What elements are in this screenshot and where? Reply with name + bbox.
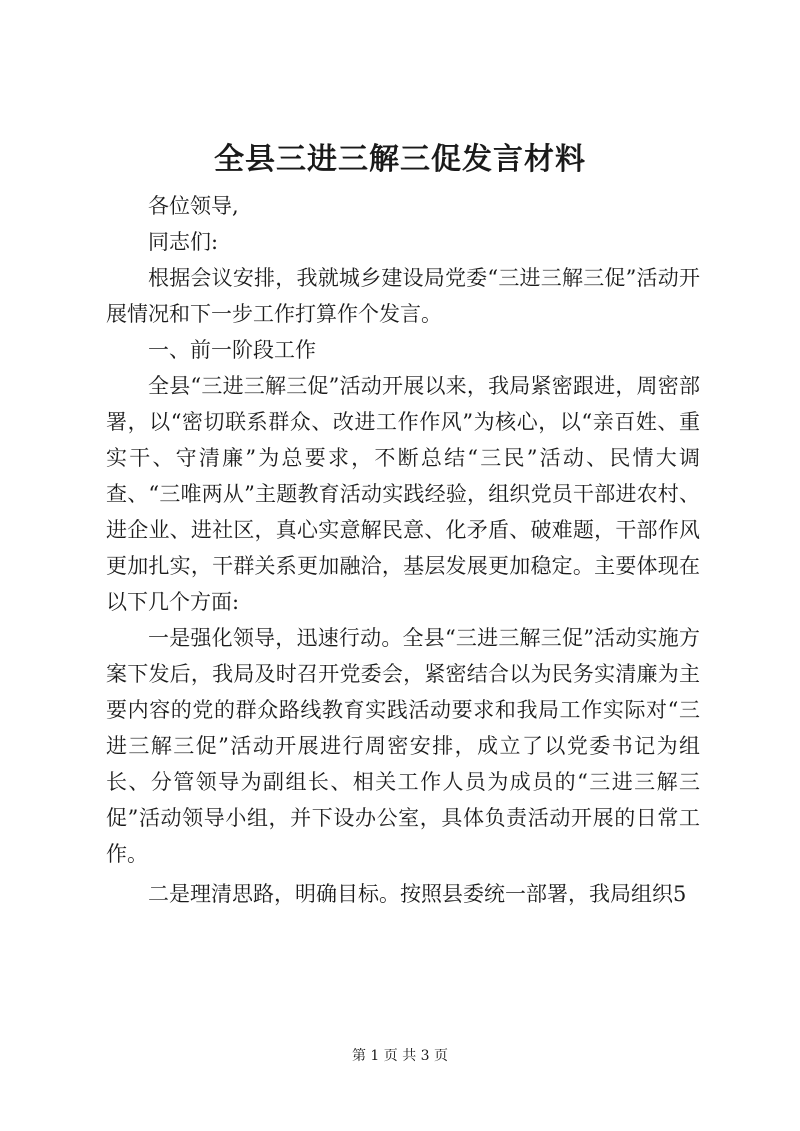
point-one-paragraph: 一是强化领导，迅速行动。全县“三进三解三促”活动实施方案下发后，我局及时召开党委会，紧密结合以为民务实清廉为主要内容的党的群众路线教育实践活动要求和我局工作实际对“三进三解三促”活动开展进行周密安排，成立了以党委书记为组长、分管领导为副组长、相关工作人员为成员的“三进三解三促”活动领导小组，并下设办公室，具体负责活动开展的日常工作。 (106, 626, 700, 866)
document-body (106, 188, 700, 912)
overview-paragraph: 全县“三进三解三促”活动开展以来，我局紧密跟进，周密部署，以“密切联系群众、改进工作作风”为核心，以“亲百姓、重实干、守清廉”为总要求，不断总结“三民”活动、民情大调查、“三唯两从”主题教育活动实践经验，组织党员干部进农村、进企业、进社区，真心实意解民意、化矛盾、破难题，干部作风更加扎实，干群关系更加融洽，基层发展更加稳定。主要体现在以下几个方面: (106, 374, 700, 614)
section-heading: 一、前一阶段工作 (148, 338, 316, 362)
page-number: 第 1 页 共 3 页 (351, 1048, 449, 1064)
point-two-paragraph: 二是理清思路，明确目标。按照县委统一部署，我局组织5 (148, 882, 687, 906)
greeting-comrades: 同志们: (148, 230, 219, 254)
document-title: 全县三进三解三促发言材料 (214, 142, 586, 177)
intro-paragraph: 根据会议安排，我就城乡建设局党委“三进三解三促”活动开展情况和下一步工作打算作个发言。 (106, 266, 700, 326)
greeting-leaders: 各位领导, (148, 194, 239, 218)
